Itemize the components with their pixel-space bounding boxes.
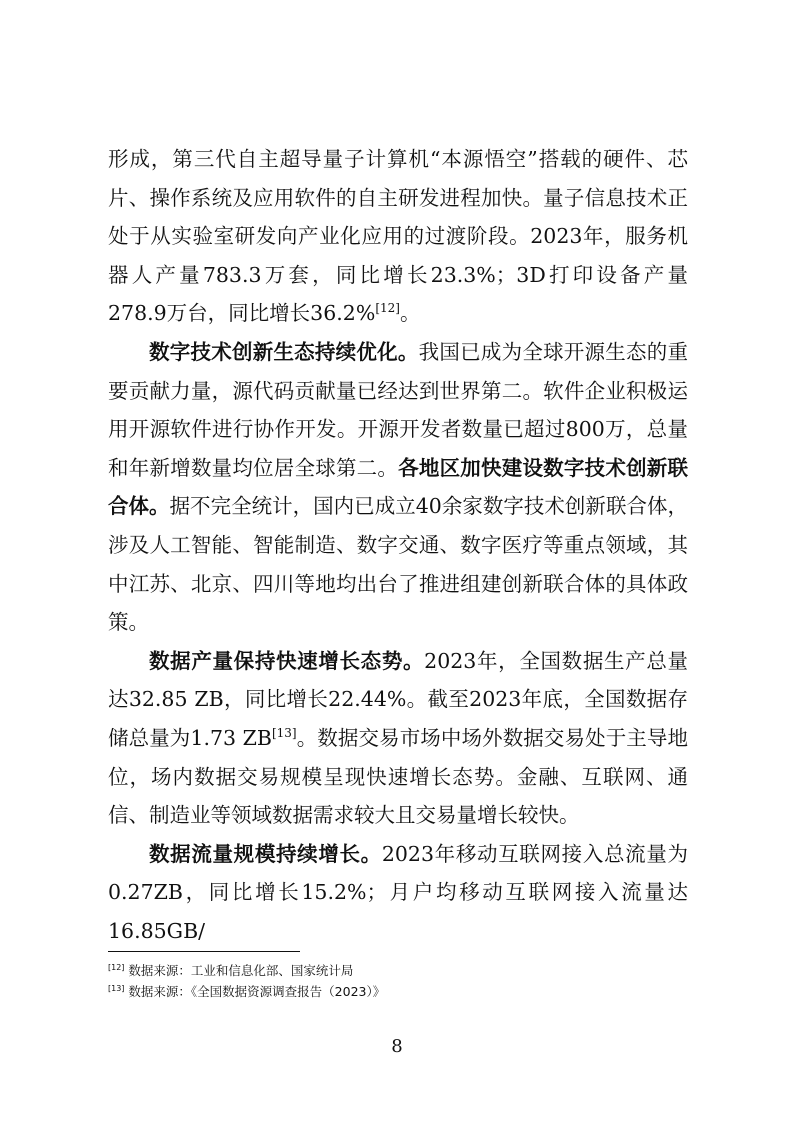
paragraph-lead: 数据流量规模持续增长。 [149,841,382,866]
footnote-mark: [12] [108,963,125,972]
footnote-ref-12: [12] [375,301,400,316]
paragraph-text: 2023年移动互联网接入总流量为0.27ZB，同比增长15.2%；月户均移动互联网接入流量达16.85GB/ [108,841,689,943]
paragraph-end: 。 [399,301,421,326]
paragraph-text-2: 。数据交易市场中场外数据交易处于主导地位，场内数据交易规模呈现快速增长态势。金融、互联网、通信、制造业等领域数据需求较大且交易量增长较快。 [108,725,688,828]
paragraph-text-2: 据不完全统计，国内已成立40余家数字技术创新联合体，涉及人工智能、智能制造、数字交通、数字医疗等重点领域，其中江苏、北京、四川等地均出台了推进组建创新联合体的具体政策。 [108,494,688,635]
paragraph-lead-2: 各地区加快建设数字技术创新联合体。 [108,455,689,519]
footnote-12 [108,960,688,981]
paragraph-text: 2023年，全国数据生产总量达32.85 ZB，同比增长22.44%。截至2023年底，全国数据存储总量为1.73 ZB [108,648,689,750]
paragraph-lead: 数字技术创新生态持续优化。 [149,339,419,364]
paragraph-data-traffic [108,835,688,951]
paragraph-continuation [108,140,688,333]
footnote-13 [108,981,688,1002]
footnote-mark: [13] [108,984,125,993]
paragraph-text: 我国已成为全球开源生态的重要贡献力量，源代码贡献量已经达到世界第二。软件企业积极运用开源软件进行协作开发。开源开发者数量已超过800万，总量和年新增数量均位居全球第二。 [108,339,689,480]
footnote-ref-13: [13] [271,725,297,740]
paragraph-innovation-ecosystem [108,333,688,642]
paragraph-text: 形成，第三代自主超导量子计算机“本源悟空”搭载的硬件、芯片、操作系统及应用软件的自主研发进程加快。量子信息技术正处于从实验室研发向产业化应用的过渡阶段。2023年，服务机器人产量783.3万套，同比增长23.3%；3D打印设备产量278.9万台，同比增长36.2% [108,147,688,326]
footnote-divider [108,951,300,952]
page-number: 8 [391,1036,403,1057]
footnote-text: 数据来源：工业和信息化部、国家统计局 [128,963,354,978]
footnotes [108,960,688,1002]
body-text [108,140,688,950]
paragraph-data-production [108,642,688,835]
footnote-text: 数据来源：《全国数据资源调查报告（2023）》 [128,984,386,999]
paragraph-lead: 数据产量保持快速增长态势。 [149,648,425,673]
